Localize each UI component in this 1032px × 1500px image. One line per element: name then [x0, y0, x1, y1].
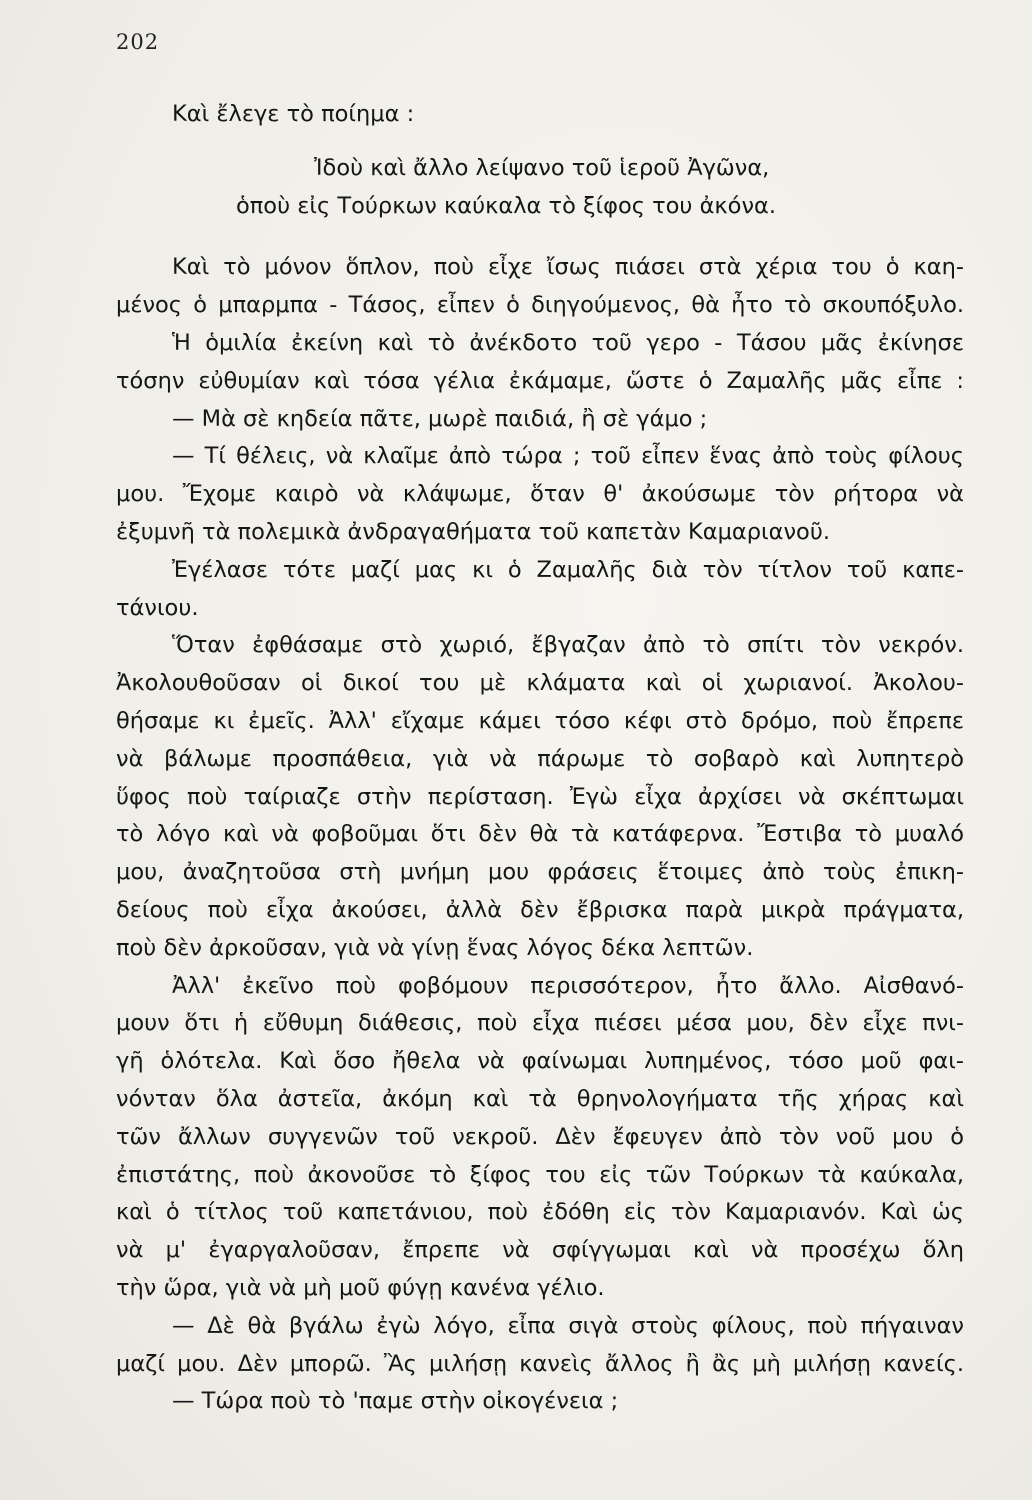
text-line: Ἀλλ' ἐκεῖνο ποὺ φοβόμουν περισσότερον, ἦτο ἄλλο. Αἰσθανό- — [172, 972, 964, 999]
text-line: ποὺ δὲν ἀρκοῦσαν, γιὰ νὰ γίνῃ ἕνας λόγος δέκα λεπτῶν. — [116, 934, 754, 961]
dialogue-line: — Τώρα ποὺ τὸ 'παμε στὴν οἰκογένεια ; — [172, 1388, 619, 1415]
text-line: Ἡ ὁμιλία ἐκείνη καὶ τὸ ἀνέκδοτο τοῦ γερο - Τάσου μᾶς ἐκίνησε — [172, 329, 964, 356]
text-line: νὰ βάλωμε προσπάθεια, γιὰ νὰ πάρωμε τὸ σοβαρὸ καὶ λυπητερὸ — [116, 745, 964, 772]
text-line: νόνταν ὅλα ἀστεῖα, ἀκόμη καὶ τὰ θρηνολογήματα τῆς χήρας καὶ — [116, 1085, 964, 1112]
text-line: Ἀκολουθοῦσαν οἱ δικοί του μὲ κλάματα καὶ οἱ χωριανοί. Ἀκολου- — [116, 670, 964, 697]
text-line: τὸ λόγο καὶ νὰ φοβοῦμαι ὅτι δὲν θὰ τὰ κατάφερνα. Ἔστιβα τὸ μυαλό — [116, 821, 964, 848]
text-line: θήσαμε κι ἐμεῖς. Ἀλλ' εἴχαμε κάμει τόσο κέφι στὸ δρόμο, ποὺ ἔπρεπε — [116, 707, 964, 734]
text-line: μου. Ἔχομε καιρὸ νὰ κλάψωμε, ὅταν θ' ἀκούσωμε τὸν ρήτορα νὰ — [116, 481, 964, 508]
body-text — [116, 96, 964, 1421]
dialogue-line: — Τί θέλεις, νὰ κλαῖμε ἀπὸ τώρα ; τοῦ εἶπεν ἕνας ἀπὸ τοὺς φίλους — [172, 443, 964, 470]
text-line: τόσην εὐθυμίαν καὶ τόσα γέλια ἐκάμαμε, ὥστε ὁ Ζαμαλῆς μᾶς εἶπε : — [116, 367, 964, 394]
text-line: Καὶ τὸ μόνον ὅπλον, ποὺ εἶχε ἴσως πιάσει στὰ χέρια του ὁ καη- — [172, 254, 964, 281]
dialogue-line: — Μὰ σὲ κηδεία πᾶτε, μωρὲ παιδιά, ἢ σὲ γάμο ; — [172, 405, 708, 432]
text-line: μου, ἀναζητοῦσα στὴ μνήμη μου φράσεις ἕτοιμες ἀπὸ τοὺς ἐπικη- — [116, 859, 964, 886]
page-number: 202 — [116, 30, 160, 54]
text-line: τῶν ἄλλων συγγενῶν τοῦ νεκροῦ. Δὲν ἔφευγεν ἀπὸ τὸν νοῦ μου ὁ — [116, 1123, 964, 1150]
text-line: τὴν ὥρα, γιὰ νὰ μὴ μοῦ φύγῃ κανένα γέλιο. — [116, 1274, 605, 1301]
text-line: μαζί μου. Δὲν μπορῶ. Ἂς μιλήσῃ κανεὶς ἄλλος ἢ ἂς μὴ μιλήσῃ κανείς. — [116, 1350, 964, 1377]
text-line: μένος ὁ μπαρμπα - Τάσος, εἶπεν ὁ διηγούμενος, θὰ ἦτο τὸ σκουπόξυλο. — [116, 292, 964, 319]
text-line: Καὶ ἔλεγε τὸ ποίημα : — [172, 101, 415, 127]
text-line: ἐπιστάτης, ποὺ ἀκονοῦσε τὸ ξίφος του εἰς τῶν Τούρκων τὰ καύκαλα, — [116, 1161, 964, 1188]
text-line: Ὅταν ἐφθάσαμε στὸ χωριό, ἔβγαζαν ἀπὸ τὸ σπίτι τὸν νεκρόν. — [172, 632, 964, 659]
poem-line: ὁποὺ εἰς Τούρκων καύκαλα τὸ ξίφος του ἀκόνα. — [236, 192, 776, 219]
poem-line: Ἰδοὺ καὶ ἄλλο λείψανο τοῦ ἱεροῦ Ἀγῶνα, — [314, 154, 770, 181]
text-line: μουν ὅτι ἡ εὔθυμη διάθεσις, ποὺ εἶχα πιέσει μέσα μου, δὲν εἶχε πνι- — [116, 1010, 964, 1037]
text-line: δείους ποὺ εἶχα ἀκούσει, ἀλλὰ δὲν ἔβρισκα παρὰ μικρὰ πράγματα, — [116, 896, 964, 923]
text-line: νὰ μ' ἐγαργαλοῦσαν, ἔπρεπε νὰ σφίγγωμαι καὶ νὰ προσέχω ὅλη — [116, 1237, 964, 1264]
dialogue-line: — Δὲ θὰ βγάλω ἐγὼ λόγο, εἶπα σιγὰ στοὺς φίλους, ποὺ πήγαιναν — [172, 1312, 964, 1339]
text-line: τάνιου. — [116, 594, 199, 621]
text-line: ἐξυμνῆ τὰ πολεμικὰ ἀνδραγαθήματα τοῦ καπετὰν Καμαριανοῦ. — [116, 518, 830, 545]
text-line: Ἐγέλασε τότε μαζί μας κι ὁ Ζαμαλῆς διὰ τὸν τίτλον τοῦ καπε- — [172, 556, 964, 583]
text-line: καὶ ὁ τίτλος τοῦ καπετάνιου, ποὺ ἐδόθη εἰς τὸν Καμαριανόν. Καὶ ὡς — [116, 1199, 964, 1226]
text-line: ὕφος ποὺ ταίριαζε στὴν περίσταση. Ἐγὼ εἶχα ἀρχίσει νὰ σκέπτωμαι — [116, 783, 964, 810]
text-line: γῆ ὁλότελα. Καὶ ὅσο ἤθελα νὰ φαίνωμαι λυπημένος, τόσο μοῦ φαι- — [116, 1048, 964, 1075]
